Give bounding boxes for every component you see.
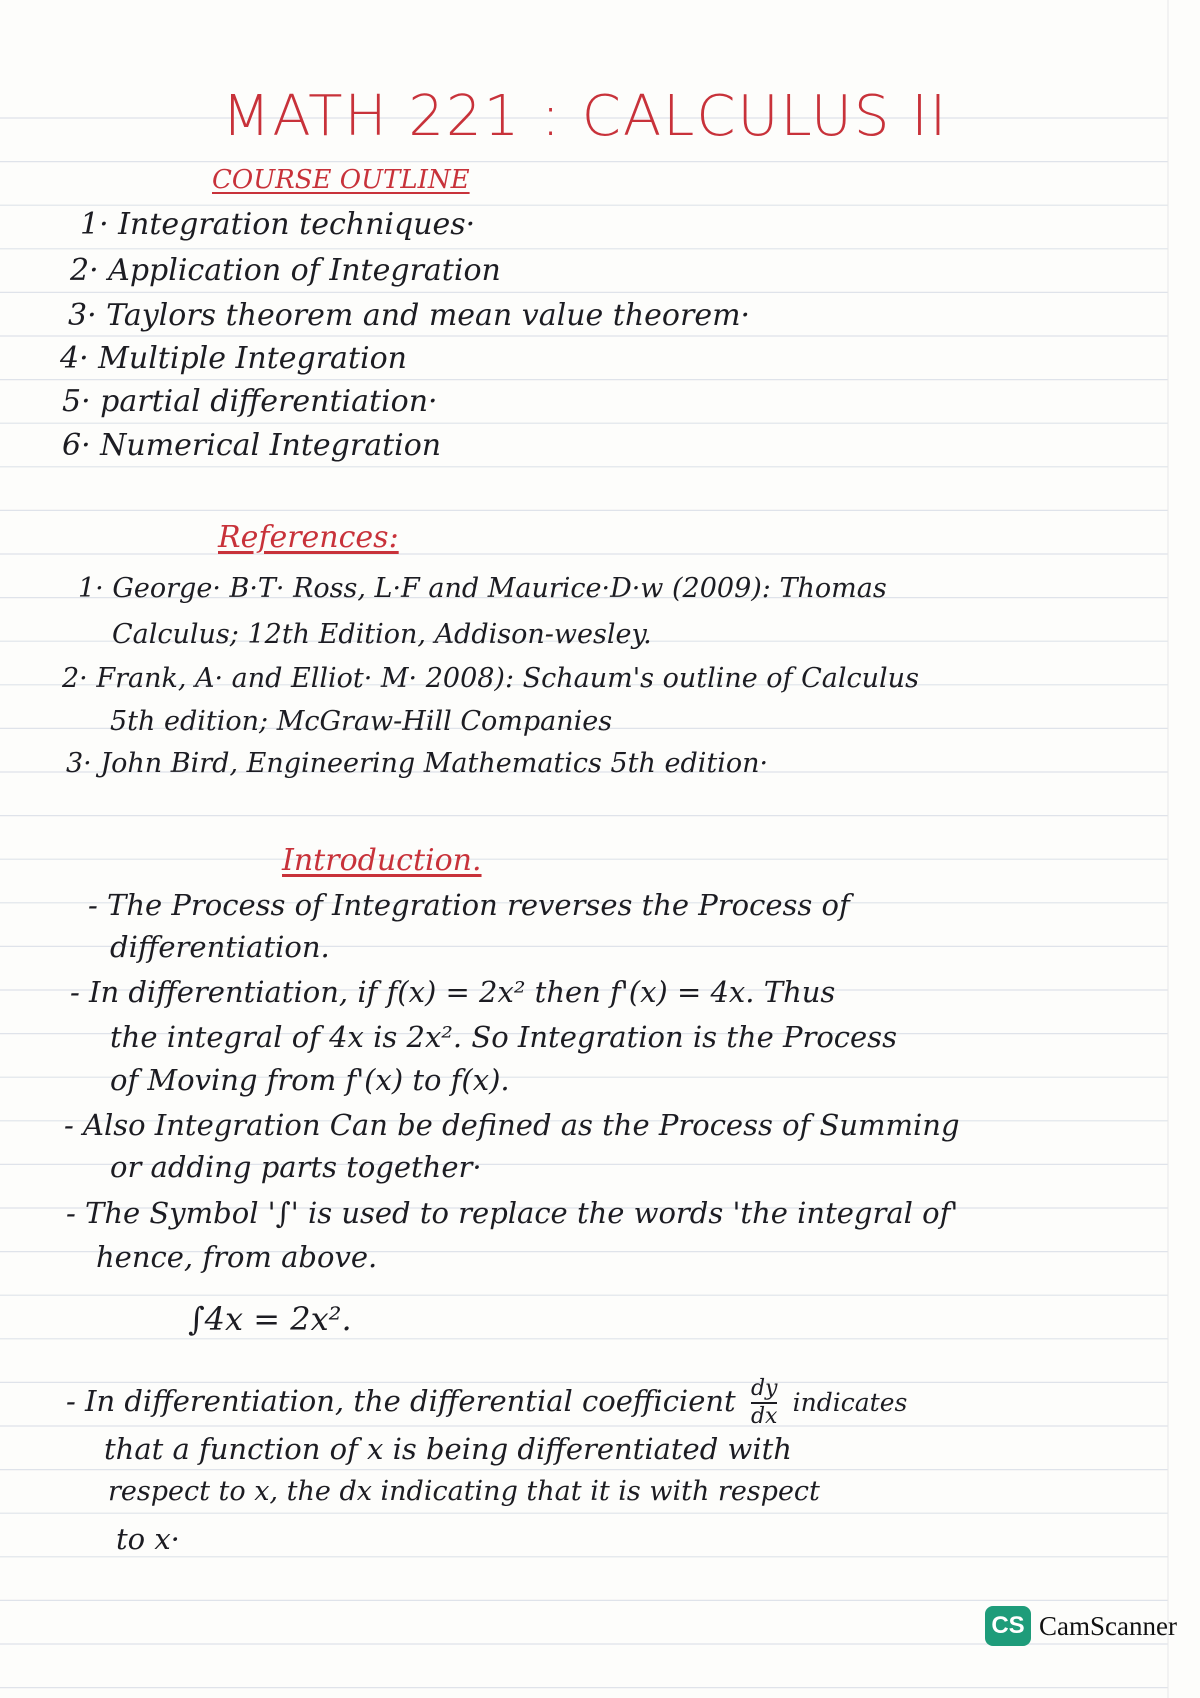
reference-line-5: 3· John Bird, Engineering Mathematics 5th edition·: [66, 748, 769, 779]
outline-item-5: 5· partial differentiation·: [62, 384, 438, 419]
intro-line-11-text: - In differentiation, the differential coefficient: [66, 1384, 736, 1418]
references-heading: References:: [218, 520, 399, 555]
reference-line-4: 5th edition; McGraw-Hill Companies: [110, 706, 613, 737]
outline-item-1: 1· Integration techniques·: [80, 207, 476, 242]
reference-line-1: 1· George· B·T· Ross, L·F and Maurice·D·w (2009): Thomas: [78, 573, 887, 604]
page-title: MATH 221 : CALCULUS II: [222, 84, 949, 149]
reference-line-3: 2· Frank, A· and Elliot· M· 2008): Schaum's outline of Calculus: [62, 663, 919, 694]
outline-item-6: 6· Numerical Integration: [62, 428, 442, 463]
intro-line-9: hence, from above.: [96, 1240, 378, 1274]
outline-item-2: 2· Application of Integration: [70, 253, 501, 288]
camscanner-watermark: [985, 1606, 1177, 1646]
introduction-heading: Introduction.: [282, 843, 482, 878]
intro-line-3: - In differentiation, if f(x) = 2x² then f'(x) = 4x. Thus: [70, 975, 836, 1009]
camscanner-brand: CamScanner: [1039, 1610, 1177, 1641]
integral-formula: ∫4x = 2x².: [188, 1300, 352, 1338]
intro-line-6: - Also Integration Can be defined as the Process of Summing: [64, 1108, 960, 1142]
intro-line-8: - The Symbol '∫' is used to replace the words 'the integral of': [66, 1196, 959, 1230]
course-outline-heading: COURSE OUTLINE: [212, 165, 470, 195]
outline-item-3: 3· Taylors theorem and mean value theorem·: [68, 298, 751, 333]
intro-line-13: respect to x, the dx indicating that it is with respect: [108, 1476, 820, 1507]
intro-line-11: [66, 1378, 907, 1428]
intro-line-11-tail: indicates: [792, 1388, 908, 1417]
camscanner-logo-icon: CS: [985, 1606, 1031, 1646]
fraction-numerator: dy: [750, 1376, 778, 1401]
intro-line-1: - The Process of Integration reverses the Process of: [88, 888, 850, 922]
intro-line-12: that a function of x is being differentiated with: [104, 1432, 792, 1466]
intro-line-4: the integral of 4x is 2x². So Integration is the Process: [110, 1020, 897, 1054]
intro-line-2: differentiation.: [110, 930, 330, 964]
intro-line-7: or adding parts together·: [110, 1150, 482, 1184]
outline-item-4: 4· Multiple Integration: [60, 341, 407, 376]
reference-line-2: Calculus; 12th Edition, Addison-wesley.: [112, 619, 652, 650]
dy-dx-fraction: [751, 1378, 778, 1428]
intro-line-14: to x·: [116, 1522, 180, 1556]
fraction-denominator: dx: [750, 1404, 778, 1429]
intro-line-5: of Moving from f'(x) to f(x).: [110, 1063, 510, 1097]
